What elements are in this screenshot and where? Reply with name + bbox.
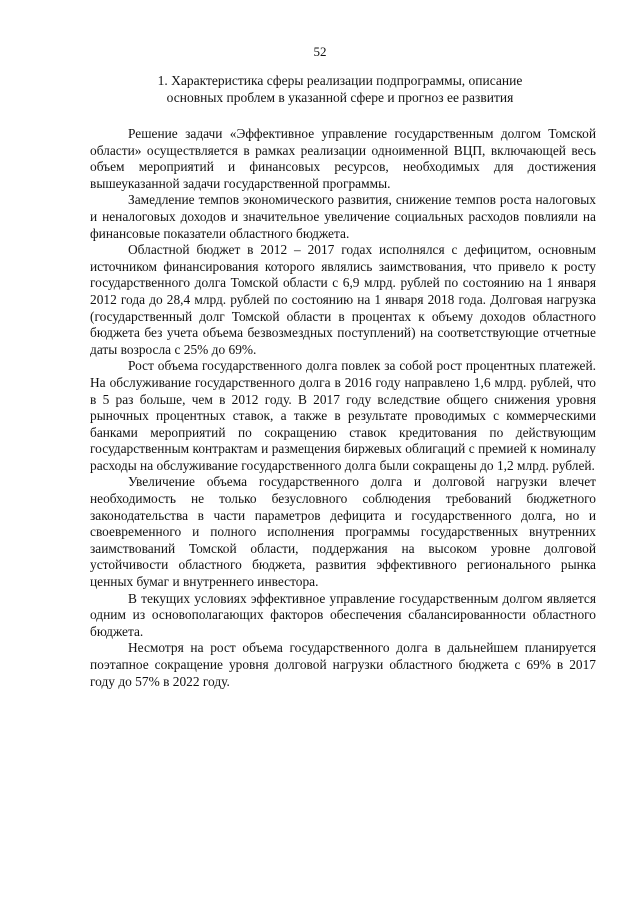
paragraph-5: Увеличение объема государственного долга и долговой нагрузки влечет необходимость не только безусловного соблюдения требований бюджетного законодательства в части параметров дефицита и государственного долга, но и своевременного и полного исполнения программы государственных внутренних заимствований Томской области, поддержания на высоком уровне долговой устойчивости областного бюджета, развития эффективного регионального рынка ценных бумаг и внутреннего инвестора. <box>90 474 596 590</box>
paragraph-4: Рост объема государственного долга повлек за собой рост процентных платежей. На обслуживание государственного долга в 2016 году направлено 1,6 млрд. рублей, что в 5 раз больше, чем в 2012 году. В 2017 году вследствие общего снижения уровня рыночных процентных ставок, а также в результате проводимых с коммерческими банками мероприятий по сокращению ставок кредитования по действующим государственным контрактам и размещения биржевых облигаций с премией к номиналу расходы на обслуживание государственного долга были сокращены до 1,2 млрд. рублей. <box>90 358 596 473</box>
page-number: 52 <box>313 44 327 59</box>
paragraph-7: Несмотря на рост объема государственного долга в дальнейшем планируется поэтапное сокращение уровня долговой нагрузки областного бюджета с 69% в 2017 году до 57% в 2022 году. <box>90 640 596 689</box>
paragraph-3: Областной бюджет в 2012 – 2017 годах исполнялся с дефицитом, основным источником финансирования которого являлись заимствования, что привело к росту государственного долга Томской области с 6,9 млрд. рублей по состоянию на 1 января 2012 года до 28,4 млрд. рублей по состоянию на 1 января 2018 года. Долговая нагрузка (государственный долг Томской области в процентах к объему доходов областного бюджета без учета объема безвозмездных поступлений) на соответствующие отчетные даты возросла с 25% до 69%. <box>90 242 596 357</box>
body-text <box>90 126 596 690</box>
section-heading-line-1: 1. Характеристика сферы реализации подпрограммы, описание <box>157 73 523 88</box>
paragraph-6: В текущих условиях эффективное управление государственным долгом является одним из основополагающих факторов обеспечения сбалансированности областного бюджета. <box>90 590 596 639</box>
section-heading-line-2: основных проблем в указанной сфере и прогноз ее развития <box>166 90 514 105</box>
section-heading <box>90 72 590 106</box>
paragraph-2: Замедление темпов экономического развития, снижение темпов роста налоговых и неналоговых доходов и значительное увеличение социальных расходов повлияли на финансовые показатели областного бюджета. <box>90 192 596 241</box>
paragraph-1: Решение задачи «Эффективное управление государственным долгом Томской области» осуществляется в рамках реализации одноименной ВЦП, включающей весь объем мероприятий и финансовых ресурсов, необходимых для достижения вышеуказанной задачи государственной программы. <box>90 126 596 191</box>
